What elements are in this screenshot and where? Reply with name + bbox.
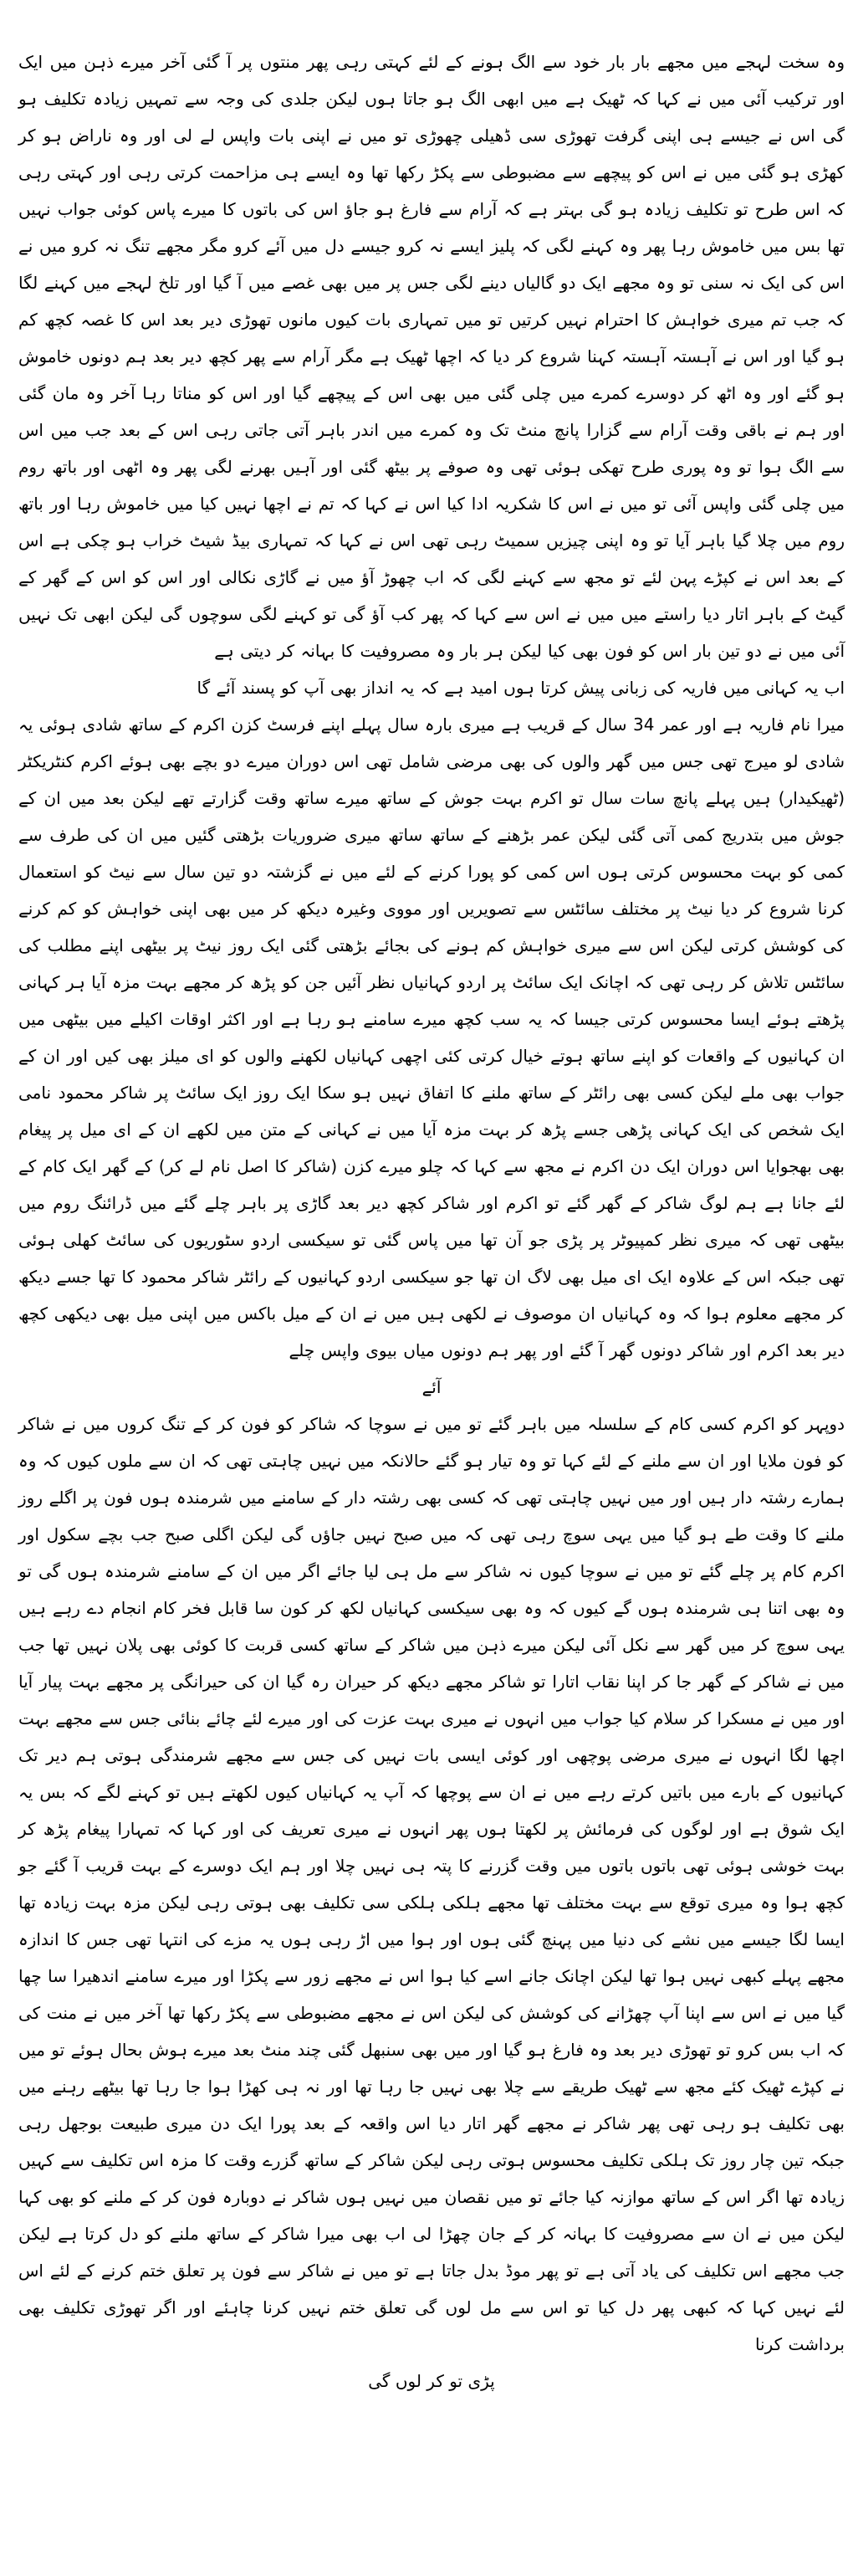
story-paragraph-3-last-line: پڑی تو کر لوں گی	[368, 2371, 495, 2391]
story-paragraph-3: دوپہر کو اکرم کسی کام کے سلسلہ میں باہر گئے تو میں نے سوچا کہ شاکر کو فون کر کے تنگ کروں میں نے شاکر کو فون ملایا اور ان سے ملنے کے لئے کہا تو وہ تیار ہو گئے حالانکہ میں نہیں چاہتی تھی کہ ان سے ملوں کیوں کہ وہ ہمارے رشتہ دار ہیں اور میں نہیں چاہتی تھی کہ کسی بھی رشتہ دار کے سامنے میں شرمندہ ہوں فون پر اگلے روز ملنے کا وقت طے ہو گیا میں یہی سوچ رہی تھی کہ میں صبح نہیں جاؤں گی لیکن اگلی صبح جب بچے سکول اور اکرم کام پر چلے گئے تو میں نے سوچا کیوں نہ شاکر سے مل ہی لیا جائے اگر میں ان کے سامنے شرمندہ ہوں گی تو وہ بھی اتنا ہی شرمندہ ہوں گے کیوں کہ وہ بھی سیکسی کہانیاں لکھ کر کون سا قابل فخر کام انجام دے رہے ہیں یہی سوچ کر میں گھر سے نکل آئی لیکن میرے ذہن میں شاکر کے ساتھ کسی قربت کا کوئی بھی پلان نہیں تھا جب میں نے شاکر کے گھر جا کر اپنا نقاب اتارا تو شاکر مجھے دیکھ کر حیران رہ گیا ان کی حیرانگی پر مجھے بہت پیار آیا اور میں نے مسکرا کر سلام کیا جواب میں انہوں نے میری بہت عزت کی اور میرے لئے چائے بنائی جس سے مجھے بہت اچھا لگا انہوں نے میری مرضی پوچھی اور کوئی ایسی بات نہیں کی جس سے مجھے شرمندگی ہوتی ہم دیر تک کہانیوں کے بارے میں باتیں کرتے رہے میں نے ان سے پوچھا کہ آپ یہ کہانیاں کیوں لکھتے ہیں تو کہنے لگے کہ بس یہ ایک شوق ہے اور لوگوں کی فرمائش پر لکھتا ہوں پھر انہوں نے میری تعریف کی اور کہا کہ تمہارا پیغام پڑھ کر بہت خوشی ہوئی تھی باتوں باتوں میں وقت گزرنے کا پتہ ہی نہیں چلا اور ہم ایک دوسرے کے بہت قریب آ گئے جو کچھ ہوا وہ میری توقع سے بہت مختلف تھا مجھے ہلکی ہلکی سی تکلیف بھی ہوتی رہی لیکن مزہ بہت زیادہ تھا ایسا لگا جیسے میں نشے کی دنیا میں پہنچ گئی ہوں اور ہوا میں اڑ رہی ہوں یہ مزے کی انتہا تھی جس کا اندازہ مجھے پہلے کبھی نہیں ہوا تھا لیکن اچانک جانے اسے کیا ہوا اس نے مجھے زور سے پکڑا اور میرے سامنے اندھیرا سا چھا گیا میں نے اس سے اپنا آپ چھڑانے کی کوشش کی لیکن اس نے مجھے مضبوطی سے پکڑ رکھا تھا آخر میں نے منت کی کہ اب بس کرو تو تھوڑی دیر بعد وہ فارغ ہو گیا اور میں بھی سنبھل گئی چند منٹ بعد میرے ہوش بحال ہوئے تو میں نے کپڑے ٹھیک کئے مجھ سے ٹھیک طریقے سے چلا بھی نہیں جا رہا تھا اور نہ ہی کھڑا ہوا جا رہا تھا بیٹھے رہنے میں بھی تکلیف ہو رہی تھی پھر شاکر نے مجھے گھر اتار دیا اس واقعہ کے بعد پورا ایک دن میری طبیعت بوجھل رہی جبکہ تین چار روز تک ہلکی تکلیف محسوس ہوتی رہی لیکن شاکر کے ساتھ گزرے وقت کا مزہ اس تکلیف سے کہیں زیادہ تھا اگر اس کے ساتھ موازنہ کیا جائے تو میں نقصان میں نہیں ہوں شاکر نے دوبارہ فون کر کے ملنے کو بھی کہا لیکن میں نے ان سے مصروفیت کا بہانہ کر کے جان چھڑا لی اب بھی میرا شاکر کے ساتھ ملنے کو دل کرتا ہے لیکن جب مجھے اس تکلیف کی یاد آتی ہے تو پھر موڈ بدل جاتا ہے تو میں نے شاکر سے فون پر تعلق ختم کرنے کے لئے اس لئے نہیں کہا کہ کبھی پھر دل کیا تو اس سے مل لوں گی تعلق ختم نہیں کرنا چاہئے اور اگر تھوڑی تکلیف بھی برداشت کرنا	[18, 1414, 845, 2354]
story-paragraph-1: وہ سخت لہجے میں مجھے بار بار خود سے الگ ہونے کے لئے کہتی رہی پھر منتوں پر آ گئی آخر میرے ذہن میں ایک اور ترکیب آئی میں نے کہا کہ ٹھیک ہے میں ابھی الگ ہو جاتا ہوں لیکن جلدی کی وجہ سے تمہیں زیادہ تکلیف ہو گی اس نے جیسے ہی اپنی گرفت تھوڑی سی ڈھیلی چھوڑی تو میں نے اپنی بات واپس لے لی اور وہ ناراض ہو کر کھڑی ہو گئی میں نے اس کو پیچھے سے مضبوطی سے پکڑ رکھا تھا وہ ایسے ہی مزاحمت کرتی رہی اور کہتی رہی کہ اس طرح تو تکلیف زیادہ ہو گی بہتر ہے کہ آرام سے فارغ ہو جاؤ اس کی باتوں کا میرے پاس کوئی جواب نہیں تھا بس میں خاموش رہا پھر وہ کہنے لگی کہ پلیز ایسے نہ کرو جیسے دل میں آئے کرو مگر مجھے تنگ نہ کرو میں نے اس کی ایک نہ سنی تو وہ مجھے ایک دو گالیاں دینے لگی جس پر میں بھی غصے میں آ گیا اور تلخ لہجے میں کہنے لگا کہ جب تم میری خواہش کا احترام نہیں کرتیں تو میں تمہاری بات کیوں مانوں تھوڑی دیر بعد اس کا غصہ کچھ کم ہو گیا اور اس نے آہستہ آہستہ کہنا شروع کر دیا کہ اچھا ٹھیک ہے مگر آرام سے پھر کچھ دیر بعد ہم دونوں خاموش ہو گئے اور وہ اٹھ کر دوسرے کمرے میں چلی گئی میں بھی اس کے پیچھے گیا اور اس کو مناتا رہا آخر وہ مان گئی اور ہم نے باقی وقت آرام سے گزارا پانچ منٹ تک وہ کمرے میں اندر باہر آتی جاتی رہی اس کے بعد جب میں اس سے الگ ہوا تو وہ پوری طرح تھکی ہوئی تھی وہ صوفے پر بیٹھ گئی اور آہیں بھرنے لگی پھر وہ اٹھی اور باتھ روم میں چلی گئی واپس آئی تو میں نے اس کا شکریہ ادا کیا اس نے کہا کہ تم نے اچھا نہیں کیا میں خاموش رہا اور باتھ روم میں چلا گیا باہر آیا تو وہ اپنی چیزیں سمیٹ رہی تھی اس نے کہا کہ تمہاری بیڈ شیٹ خراب ہو چکی ہے اس کے بعد اس نے کپڑے پہن لئے تو مجھ سے کہنے لگی کہ اب چھوڑ آؤ میں نے گاڑی نکالی اور اس کو اس کے گھر کے گیٹ کے باہر اتار دیا راستے میں میں نے اس سے کہا کہ پھر کب آؤ گی تو کہنے لگی سوچوں گی لیکن ابھی تک نہیں آئی میں نے دو تین بار اس کو فون بھی کیا لیکن ہر بار وہ مصروفیت کا بہانہ کر دیتی ہے	[18, 52, 845, 661]
story-paragraph-2: میرا نام فاریہ ہے اور عمر 34 سال کے قریب ہے میری بارہ سال پہلے اپنے فرسٹ کزن اکرم کے ساتھ شادی ہوئی یہ شادی لو میرج تھی جس میں گھر والوں کی بھی مرضی شامل تھی اس دوران میرے دو بچے بھی ہوئے اکرم کنٹریکٹر (ٹھیکیدار) ہیں پہلے پانچ سات سال تو اکرم بہت جوش کے ساتھ میرے ساتھ وقت گزارتے تھے لیکن بعد میں ان کے جوش میں بتدریج کمی آتی گئی لیکن عمر بڑھنے کے ساتھ ساتھ میری ضروریات بڑھتی گئیں میں ان کی طرف سے کمی کو بہت محسوس کرتی ہوں اس کمی کو پورا کرنے کے لئے میں نے گزشتہ دو تین سال سے نیٹ کو استعمال کرنا شروع کر دیا نیٹ پر مختلف سائٹس سے تصویریں اور مووی وغیرہ دیکھ کر میں بھی اپنی خواہش کو کم کرنے کی کوشش کرتی لیکن اس سے میری خواہش کم ہونے کی بجائے بڑھتی گئی ایک روز نیٹ پر بیٹھی اپنے مطلب کی سائٹس تلاش کر رہی تھی کہ اچانک ایک سائٹ پر اردو کہانیاں نظر آئیں جن کو پڑھ کر مجھے بہت مزہ آیا ہر کہانی پڑھتے ہوئے ایسا محسوس کرتی جیسا کہ یہ سب کچھ میرے سامنے ہو رہا ہے اور اکثر اوقات اکیلے میں بیٹھی میں ان کہانیوں کے واقعات کو اپنے ساتھ ہوتے خیال کرتی کئی اچھی کہانیاں لکھنے والوں کو ای میلز بھی کیں اور ان کے جواب بھی ملے لیکن کسی بھی رائٹر کے ساتھ ملنے کا اتفاق نہیں ہو سکا ایک روز ایک سائٹ پر شاکر محمود نامی ایک شخص کی ایک کہانی پڑھی جسے پڑھ کر بہت مزہ آیا میں نے کہانی کے متن میں لکھے ان کے ای میل پر پیغام بھی بھجوایا اس دوران ایک دن اکرم نے مجھ سے کہا کہ چلو میرے کزن (شاکر کا اصل نام لے کر) کے گھر ایک کام کے لئے جانا ہے ہم لوگ شاکر کے گھر گئے تو اکرم اور شاکر کچھ دیر بعد گاڑی پر باہر چلے گئے میں ڈرائنگ روم میں بیٹھی تھی کہ میری نظر کمپیوٹر پر پڑی جو آن تھا میں پاس گئی تو سیکسی اردو سٹوریوں کی سائٹ کھلی ہوئی تھی جبکہ اس کے علاوہ ایک ای میل بھی لاگ ان تھا جو سیکسی اردو کہانیوں کے رائٹر شاکر محمود کا تھا جسے دیکھ کر مجھے معلوم ہوا کہ وہ کہانیاں ان موصوف نے لکھی ہیں میں نے ان کے میل باکس میں اپنی میل بھی دیکھی کچھ دیر بعد اکرم اور شاکر دونوں گھر آ گئے اور پھر ہم دونوں میاں بیوی واپس چلے	[18, 714, 845, 1360]
narrator-note-line: اب یہ کہانی میں فاریہ کی زبانی پیش کرتا ہوں امید ہے کہ یہ انداز بھی آپ کو پسند آئے گا	[197, 678, 845, 698]
story-paragraph-2-last-line: آئے	[421, 1377, 442, 1397]
